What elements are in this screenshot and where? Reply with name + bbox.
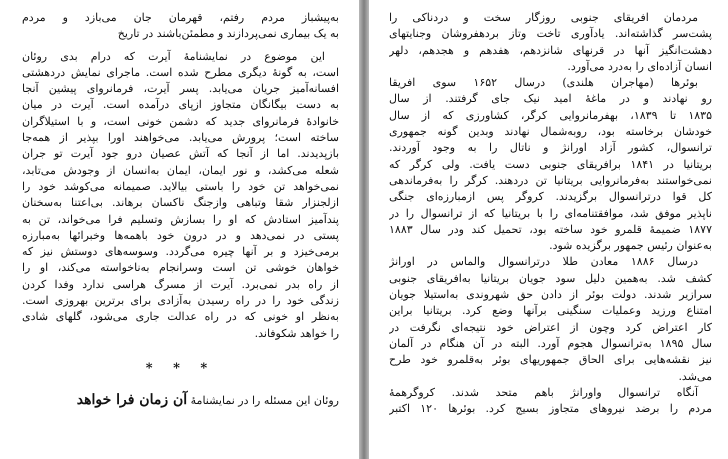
- text-line: به‌عنوان رئیس جمهور برگزیده شود.: [549, 239, 712, 253]
- text-line: خواهان خوشی تن است وسرانجام به‌ناخواسته می‌کند، او را: [22, 261, 339, 275]
- text-line: ترانسوال، کشور آزاد اورانژ و ناتال را به وجود آوردند.: [389, 141, 712, 155]
- section-start-text: روئان این مسئله را در نمایشنامهٔ: [190, 393, 339, 407]
- text-line: نمی‌خواستند به‌فرمانروایی بریتانیا تن دردهند. کرگر را به‌فرماندهی: [389, 173, 712, 187]
- text-line: افسانه‌آمیز جریان می‌یابد. پسر آیرت، فرمانروای پیشین آنجا: [22, 82, 339, 96]
- right-page: [369, 0, 728, 459]
- text-line: بازپدیدند. اما از آنجا که آتش عصیان درو جود آیرت تو جران: [22, 147, 339, 161]
- text-line: کل قوا درترانسوال برگزیدند. کروگر پس ازمبارزه‌ای جنگی: [389, 190, 712, 204]
- text-line: درسال ۱۸۸۶ معادن طلا درترانسوال والماس در اورانژ: [389, 255, 698, 269]
- text-line: ۱۸۷۷ ضمیمهٔ قلمرو خود ساخته بود، تحمیل کند ودر سال ۱۸۸۳: [389, 222, 712, 236]
- text-line: ناپذیر موفق شد، موافقتنامه‌ای را با بریتانیا که از ترانسوال را در: [389, 206, 712, 220]
- text-line: مردم را برضد نیروهای متجاوز بسیج کرد. بوئرها ۱۲۰ اکتبر: [389, 402, 712, 416]
- text-line: ۱۸۳۵ تا ۱۸۳۹، بهفرمانروایی کرگر، کشاورزی که از سال: [389, 108, 712, 122]
- text-line: بوئرها (مهاجران هلندی) درسال ۱۶۵۲ سوی افریقا: [389, 76, 698, 90]
- text-line: بریتانیا در ۱۸۴۱ برافریقای جنوبی دست یافت. ولی کرگر که: [389, 157, 712, 171]
- text-line: خانوادهٔ فرمانروای جدید که دشمن خونی است، و با استیلاگران: [22, 114, 339, 128]
- left-page: [0, 0, 359, 459]
- text-line: به دست بیگانگان متجاوز ازپای درآمده است. آیرت در میان: [22, 98, 339, 112]
- text-line: دهشت‌انگیز آنها در قرنهای شانزدهم، هفدهم و هجدهم، دلهر: [389, 43, 712, 57]
- text-line: ازلجنزار شقا وتباهی وازجنگ ناکسان برهاند. بی‌اعتنا به‌سخنان: [22, 196, 339, 210]
- text-line: امتناع ورزید وعملیات سنگینی برآنها وضع کرد. بریتانیا براین: [389, 304, 712, 318]
- section-start-line: [22, 390, 339, 410]
- text-line: می‌شد.: [678, 369, 712, 383]
- text-line: نیز نقشه‌هایی برای الحاق جمهوریهای بوئر به‌قلمرو خود طرح: [389, 353, 712, 367]
- text-line: از راه بدر نمی‌برد. آیرت از مسرگ هراسی ندارد وفدا کردن: [22, 277, 339, 291]
- text-line: رو نهادند و در ماغهٔ امید نیک جای گرفتند. از سال: [389, 92, 712, 106]
- text-line: آنگاه ترانسوال واورانژ باهم متحد شدند. کروگرهمهٔ: [389, 385, 698, 399]
- text-line: نمی‌خواهد تن خود را باستی بیالاید. صمیمانه می‌کوشد خود را: [22, 179, 339, 193]
- text-line: به‌پیشباز مردم رفتم، قهرمان جان می‌بازد و مردم: [22, 11, 339, 24]
- text-line: به‌نظر او خونی که در راه عدالت جاری می‌شود، گلهای شادی: [22, 310, 339, 324]
- book-gutter: [359, 0, 369, 459]
- text-line: کار اعتراض کرد وچون از اعتراض خود نتیجه‌ای نگرفت در: [389, 320, 712, 334]
- text-line: سال ۱۸۹۵ به‌ترانسوال هجوم آورد. البته در آن هنگام در آلمان: [389, 336, 712, 350]
- text-line: پشت‌سر گذاشته‌اند. یادآوری تاخت وتاز بردهفروشان وجنایتهای: [389, 27, 712, 41]
- play-title-bold: آن زمان فرا خواهد: [76, 391, 188, 408]
- text-line: را خواهد شکوفاند.: [254, 326, 339, 340]
- section-separator: * * *: [145, 360, 216, 376]
- text-line: به یک بیماری نمی‌پردازند و مطمئن‌باشند در تاریخ: [117, 27, 339, 41]
- text-line: خودشان برخاسته بود، روبه‌شمال نهادند وبدین گونه جمهوری: [389, 125, 712, 139]
- text-line: شعله می‌کشد، و نور ایمان، ایمان به‌انسان از وجودش می‌تابد،: [22, 163, 339, 177]
- text-line: مردمان افریقای جنوبی روزگار سخت و دردناکی را: [389, 11, 698, 24]
- text-line: زندگی خود را در راه رسیدن به‌آزادی برای برترین بهروزی است.: [22, 294, 339, 308]
- text-line: است، به گونهٔ دیگری مطرح شده است. ماجرای نمایش دردهشتی: [22, 65, 339, 79]
- text-line: پستی در نمی‌دهد و در درون خود باهمه‌ها وخبرائها به‌مبارزه: [22, 228, 339, 242]
- text-line: برمی‌خیزد و بر آنها چیره می‌گردد. وسوسه‌های دوستش نیز که: [22, 245, 339, 259]
- text-line: پندآمیز استادش که او را بسازش وتسلیم فرا می‌خواند، تن به: [22, 212, 339, 226]
- text-line: انسان آزاده‌ای را به‌درد می‌آورد.: [567, 59, 712, 73]
- text-line: کشف شد. به‌همین دلیل سود جویان بریتانیا به‌افریقای جنوبی: [389, 271, 712, 285]
- text-line: سرازیر شدند. دولت بوئر از دادن حق شهروندی به‌استیلا جویان: [389, 288, 712, 302]
- text-line: ساخته است؛ پرورش می‌یابد. می‌خواهند اورا بپذیر از همه‌جا: [22, 131, 339, 145]
- text-line: این موضوع در نمایشنامهٔ آیرت که درام بدی روئان: [22, 49, 325, 63]
